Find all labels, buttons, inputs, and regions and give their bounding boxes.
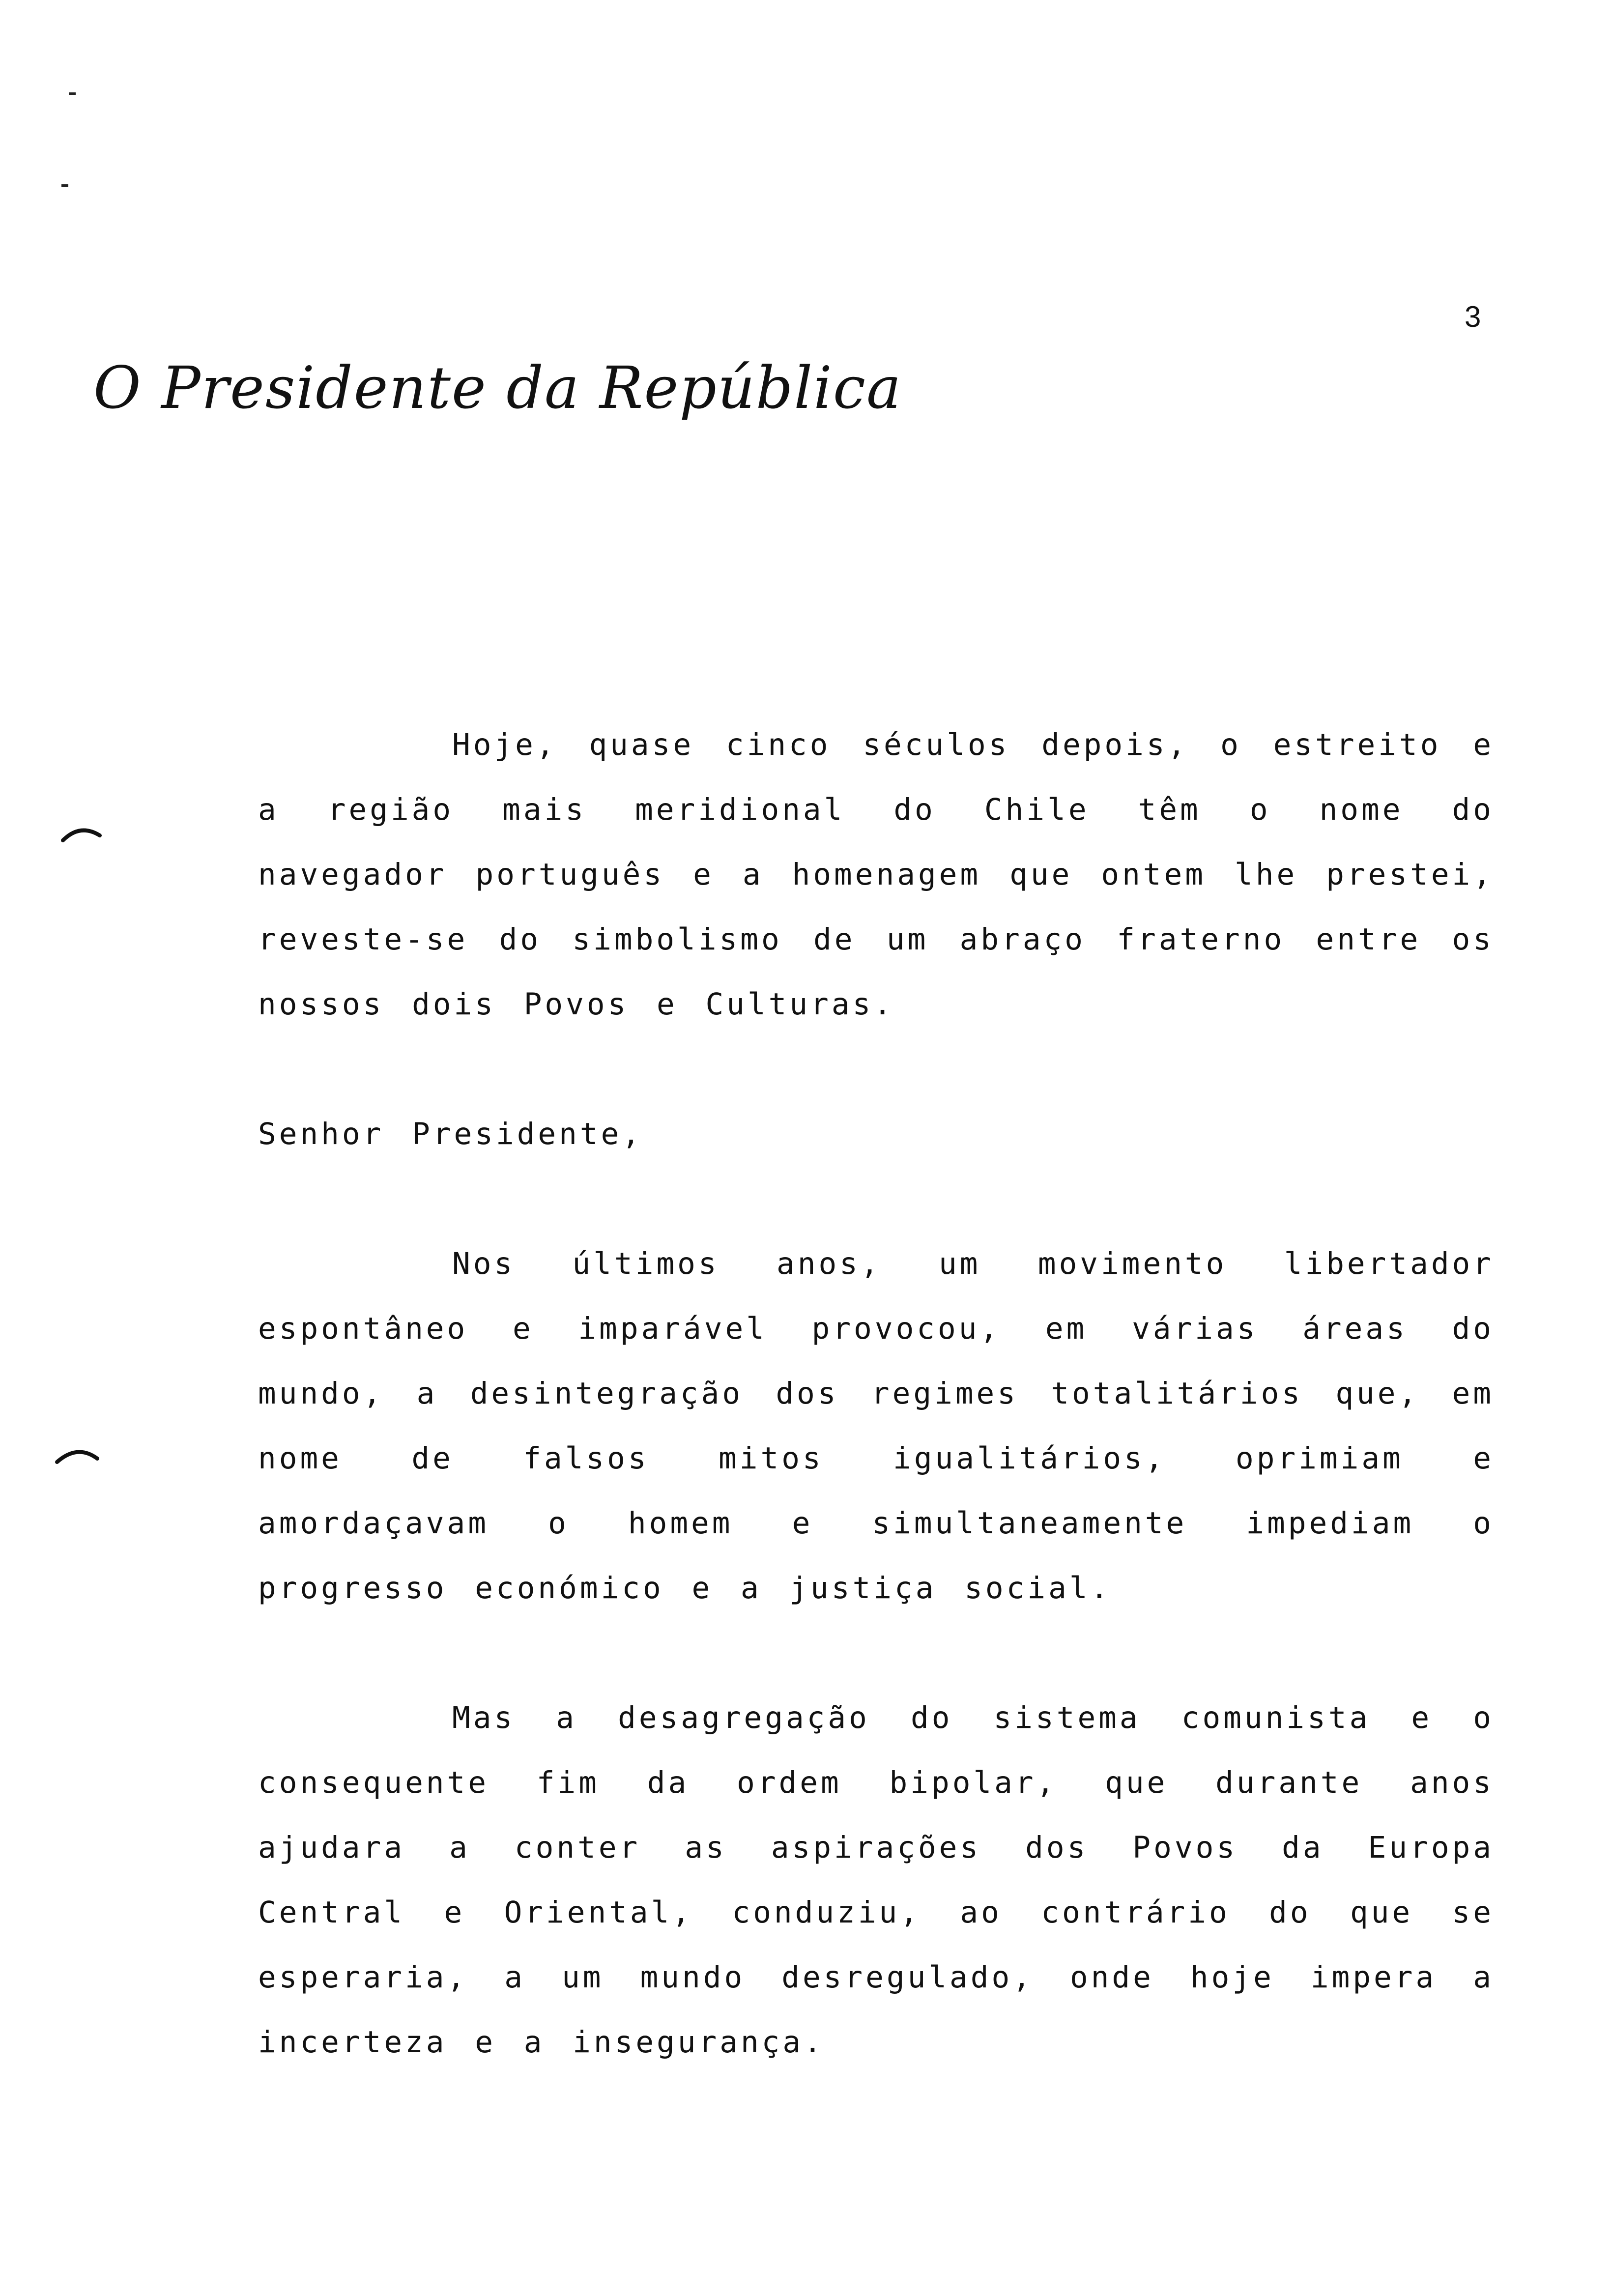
scan-mark <box>61 184 68 187</box>
paragraph-1: Hoje, quase cinco séculos depois, o estreito e a região mais meridional do Chile têm o nome do navegador português e a homenagem que ontem lhe prestei, reveste-se do simbolismo de um abraço fraterno entre os nossos dois Povos e Culturas. <box>258 727 1494 1022</box>
scan-mark <box>69 92 76 95</box>
document-body <box>258 713 1494 2075</box>
paragraph-2: Nos últimos anos, um movimento libertador espontâneo e imparável provocou, em várias áreas do mundo, a desintegração dos regimes totalitários que, em nome de falsos mitos igualitários, oprimiam e amordaçavam o homem e simultaneamente impediam o progresso económico e a justiça social. <box>258 1246 1494 1606</box>
salutation: Senhor Presidente, <box>258 1117 643 1151</box>
svg-text:O Presidente da República: O Presidente da República <box>93 354 902 422</box>
paragraph-3: Mas a desagregação do sistema comunista e o consequente fim da ordem bipolar, que durante anos ajudara a conter as aspirações dos Povos da Europa Central e Oriental, conduziu, ao contrário do que se esperaria, a um mundo desregulado, onde hoje impera a incerteza e a insegurança. <box>258 1700 1494 2060</box>
margin-arc-mark <box>53 1440 107 1469</box>
page-number: 3 <box>1465 300 1481 333</box>
letterhead-script <box>88 344 902 442</box>
margin-arc-mark <box>53 821 107 850</box>
